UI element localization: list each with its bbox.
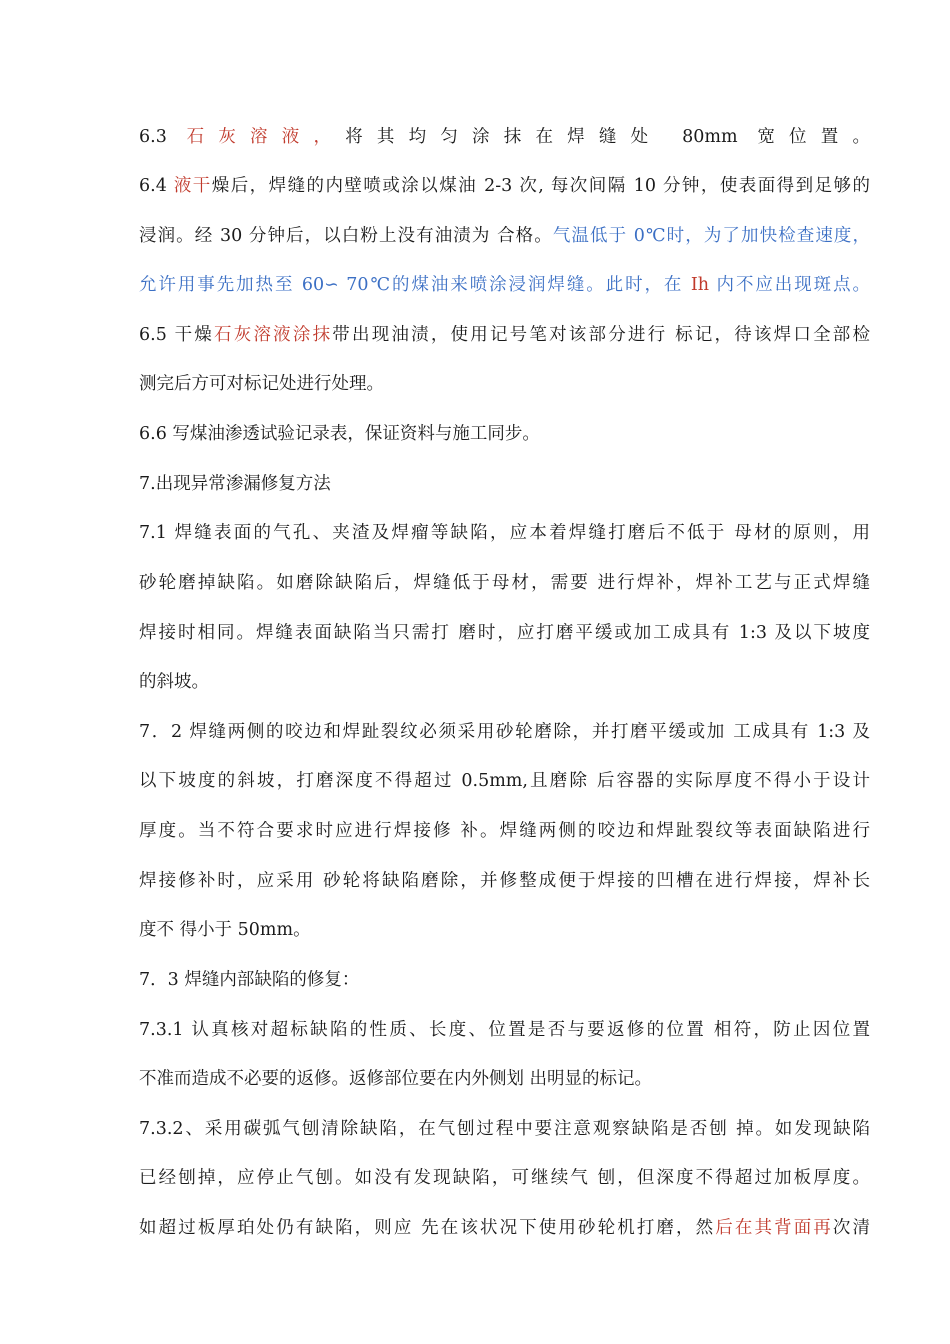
section-heading [139,968,870,992]
text-line [139,1166,870,1190]
text-line [139,1117,870,1141]
text-line [139,323,870,347]
text-line [139,1216,870,1240]
segment: 7.3.2、采用碳弧气刨清除缺陷，在气刨过程中要注意观察缺陷是否刨 掉。如发现缺陷 [139,1119,870,1139]
segment: 厚度。当不符合要求时应进行焊接修 补。焊缝两侧的咬边和焊趾裂纹等表面缺陷进行 [139,821,870,841]
text-line [139,1018,870,1042]
text-line [139,670,870,694]
text-line [139,819,870,843]
segment: 已经刨掉，应停止气刨。如没有发现缺陷，可继续气 刨，但深度不得超过加板厚度。 [139,1168,870,1188]
segment: 后在其背面再 [715,1218,833,1238]
text-line [139,125,870,149]
segment: 内不应出现斑点。 [709,275,871,295]
segment: 带出现油渍，使用记号笔对该部分进行 标记，待该焊口全部检 [332,325,871,345]
text-line [139,372,870,396]
segment: 7.1 焊缝表面的气孔、夹渣及焊瘤等缺陷，应本着焊缝打磨后不低于 母材的原则，用 [139,523,870,543]
segment: 7．2 焊缝两侧的咬边和焊趾裂纹必须采用砂轮磨除，并打磨平缓或加 工成具有 1:3 及 [139,722,870,742]
segment: 7.3.1 认真核对超标缺陷的性质、长度、位置是否与要返修的位置 相符，防止因位置 [139,1020,870,1040]
section-heading [139,472,870,496]
text-line [139,720,870,744]
segment: 7．3 焊缝内部缺陷的修复： [139,970,360,990]
segment: 石灰溶液涂抹 [214,325,333,345]
segment: 砂轮磨掉缺陷。如磨除缺陷后，焊缝低于母材，需要 进行焊补，焊补工艺与正式焊缝 [139,573,870,593]
segment: 6.5 干燥 [139,325,215,345]
text-line [139,422,870,446]
text-line [139,869,870,893]
text-line [139,1067,870,1091]
segment: 如超过板厚珀处仍有缺陷，则应 先在该状况下使用砂轮机打磨，然 [139,1218,716,1238]
segment: 测完后方可对标记处进行处理。 [139,374,384,394]
segment: 不准而造成不必要的返修。返修部位要在内外侧划 出明显的标记。 [139,1069,653,1089]
segment: 燥后，焊缝的内壁喷或涂以煤油 2-3 次, 每次间隔 10 分钟，使表面得到足够的 [211,176,870,196]
text-line [139,571,870,595]
segment: 将其均匀涂抹在焊缝处 80mm 宽位置。 [345,127,870,147]
segment: 气温低于 0℃时，为了加快检查速度， [552,226,870,246]
segment: 次清 [832,1218,871,1238]
segment: 度不 得小于 50mm。 [139,920,311,940]
segment: 6.4 [139,176,174,196]
text-line [139,769,870,793]
segment: 焊接修补时，应采用 砂轮将缺陷磨除，并修整成便于焊接的凹槽在进行焊接，焊补长 [139,871,870,891]
text-line [139,918,870,942]
segment: 7.出现异常渗漏修复方法 [139,474,331,494]
segment: 6.3 [139,127,187,147]
text-line [139,273,870,297]
segment: 液干 [173,176,212,196]
segment: 6.6 写煤油渗透试验记录表，保证资料与施工同步。 [139,424,540,444]
text-line [139,224,870,248]
text-line [139,521,870,545]
segment: 允许用事先加热至 60∽ 70℃的煤油来喷涂浸润焊缝。此时，在 [139,275,691,295]
segment: 浸润。经 30 分钟后，以白粉上没有油渍为 合格。 [139,226,553,246]
text-line [139,621,870,645]
segment: 石灰溶液， [186,127,346,147]
segment: Ih [690,275,710,295]
segment: 的斜坡。 [139,672,209,692]
text-line [139,174,870,198]
segment: 焊接时相同。焊缝表面缺陷当只需打 磨时，应打磨平缓或加工成具有 1:3 及以下坡度 [139,623,870,643]
segment: 以下坡度的斜坡，打磨深度不得超过 0.5mm,且磨除 后容器的实际厚度不得小于设计 [139,771,870,791]
